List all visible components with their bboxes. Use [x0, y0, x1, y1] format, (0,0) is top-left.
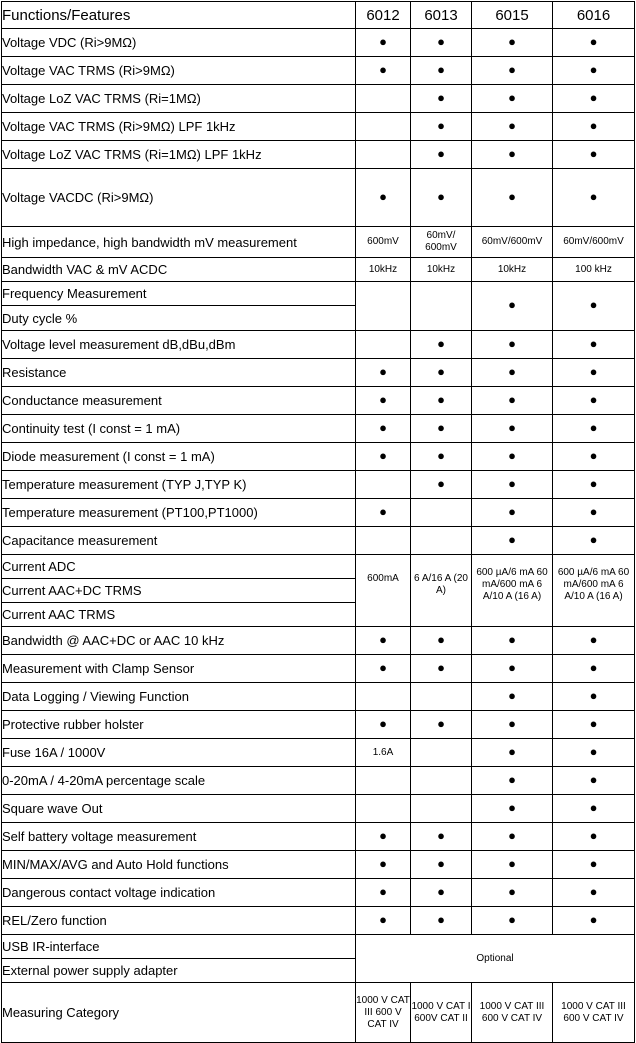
dot-icon: ●: [589, 188, 598, 204]
feature-label: Bandwidth @ AAC+DC or AAC 10 kHz: [2, 627, 356, 655]
value-6013: 60mV/ 600mV: [411, 227, 472, 258]
dot-icon: ●: [508, 419, 516, 435]
dot-icon: ●: [379, 883, 387, 899]
dot-icon: ●: [508, 631, 516, 647]
dot-icon: ●: [589, 33, 598, 49]
dot-icon: ●: [379, 503, 387, 519]
feature-label: Current AAC+DC TRMS: [2, 579, 356, 603]
table-row: [2, 282, 635, 306]
feature-label: Diode measurement (I const = 1 mA): [2, 443, 356, 471]
feature-label: REL/Zero function: [2, 907, 356, 935]
dot-icon: ●: [379, 715, 387, 731]
dot-icon: ●: [508, 531, 516, 547]
value-6016: 60mV/600mV: [553, 227, 635, 258]
dot-icon: ●: [508, 855, 516, 871]
table-row: [2, 711, 635, 739]
feature-label: Voltage VDC (Ri>9MΩ): [2, 29, 356, 57]
feature-label: Temperature measurement (PT100,PT1000): [2, 499, 356, 527]
dot-icon: ●: [379, 363, 387, 379]
dot-icon: ●: [508, 363, 516, 379]
optional-value: Optional: [356, 935, 635, 983]
dot-icon: ●: [379, 391, 387, 407]
dot-icon: ●: [379, 827, 387, 843]
feature-label: Duty cycle %: [2, 306, 356, 331]
header-6013: 6013: [411, 2, 472, 29]
dot-icon: ●: [508, 799, 516, 815]
feature-label: Dangerous contact voltage indication: [2, 879, 356, 907]
feature-label: High impedance, high bandwidth mV measurement: [2, 227, 356, 258]
dot-icon: ●: [508, 335, 516, 351]
table-row: [2, 415, 635, 443]
table-row: [2, 443, 635, 471]
table-row: [2, 331, 635, 359]
dot-icon: ●: [437, 391, 445, 407]
value-6012: 600mA: [356, 555, 411, 627]
dot-icon: ●: [508, 447, 516, 463]
dot-icon: ●: [379, 33, 387, 49]
value-6016: 100 kHz: [553, 258, 635, 282]
feature-label: Data Logging / Viewing Function: [2, 683, 356, 711]
feature-label: Protective rubber holster: [2, 711, 356, 739]
dot-icon: ●: [437, 33, 445, 49]
dot-icon: ●: [508, 687, 516, 703]
dot-icon: ●: [589, 799, 598, 815]
feature-label: Voltage VAC TRMS (Ri>9MΩ): [2, 57, 356, 85]
header-6016: 6016: [553, 2, 635, 29]
dot-icon: ●: [589, 911, 598, 927]
dot-icon: ●: [379, 911, 387, 927]
feature-label: Temperature measurement (TYP J,TYP K): [2, 471, 356, 499]
feature-label: Measuring Category: [2, 983, 356, 1043]
dot-icon: ●: [437, 89, 445, 105]
table-row: [2, 655, 635, 683]
dot-icon: ●: [508, 659, 516, 675]
table-row: [2, 57, 635, 85]
dot-icon: ●: [508, 188, 516, 204]
dot-icon: ●: [437, 335, 445, 351]
value-6015: 600 µA/6 mA 60 mA/600 mA 6 A/10 A (16 A): [472, 555, 553, 627]
value-6012: 1.6A: [356, 739, 411, 767]
feature-label: Frequency Measurement: [2, 282, 356, 306]
feature-label: Voltage VACDC (Ri>9MΩ): [2, 169, 356, 227]
header-6015: 6015: [472, 2, 553, 29]
dot-icon: ●: [508, 883, 516, 899]
dot-icon: ●: [379, 659, 387, 675]
dot-icon: ●: [589, 297, 598, 312]
table-row: [2, 359, 635, 387]
dot-icon: ●: [508, 297, 516, 312]
dot-icon: ●: [508, 61, 516, 77]
dot-icon: ●: [589, 631, 598, 647]
dot-icon: ●: [508, 117, 516, 133]
feature-label: Current AAC TRMS: [2, 603, 356, 627]
dot-icon: ●: [589, 743, 598, 759]
dot-icon: ●: [437, 855, 445, 871]
feature-label: Voltage level measurement dB,dBu,dBm: [2, 331, 356, 359]
dot-icon: ●: [589, 89, 598, 105]
dot-icon: ●: [589, 531, 598, 547]
dot-icon: ●: [508, 33, 516, 49]
feature-comparison-table: [1, 1, 635, 1043]
dot-icon: ●: [437, 363, 445, 379]
value-6012: 10kHz: [356, 258, 411, 282]
table-row: [2, 113, 635, 141]
table-row: [2, 683, 635, 711]
feature-label: Square wave Out: [2, 795, 356, 823]
dot-icon: ●: [437, 117, 445, 133]
dot-icon: ●: [589, 447, 598, 463]
feature-label: Bandwidth VAC & mV ACDC: [2, 258, 356, 282]
table-row: [2, 935, 635, 959]
dot-icon: ●: [379, 631, 387, 647]
value-6016: 600 µA/6 mA 60 mA/600 mA 6 A/10 A (16 A): [553, 555, 635, 627]
dot-icon: ●: [437, 883, 445, 899]
table-row: [2, 739, 635, 767]
dot-icon: ●: [437, 188, 445, 204]
table-row: [2, 169, 635, 227]
dot-icon: ●: [379, 855, 387, 871]
dot-icon: ●: [589, 503, 598, 519]
feature-label: Capacitance measurement: [2, 527, 356, 555]
dot-icon: ●: [589, 117, 598, 133]
feature-label: MIN/MAX/AVG and Auto Hold functions: [2, 851, 356, 879]
dot-icon: ●: [437, 911, 445, 927]
dot-icon: ●: [508, 771, 516, 787]
header-6012: 6012: [356, 2, 411, 29]
table-row: [2, 258, 635, 282]
dot-icon: ●: [589, 855, 598, 871]
table-row: [2, 879, 635, 907]
feature-label: Continuity test (I const = 1 mA): [2, 415, 356, 443]
dot-icon: ●: [437, 145, 445, 161]
feature-label: Fuse 16A / 1000V: [2, 739, 356, 767]
dot-icon: ●: [589, 475, 598, 491]
feature-label: Resistance: [2, 359, 356, 387]
table-row: [2, 983, 635, 1043]
table-row: [2, 627, 635, 655]
value-6016: 1000 V CAT III 600 V CAT IV: [553, 983, 635, 1043]
dot-icon: ●: [508, 911, 516, 927]
table-row: [2, 907, 635, 935]
dot-icon: ●: [437, 419, 445, 435]
dot-icon: ●: [508, 743, 516, 759]
feature-label: USB IR-interface: [2, 935, 356, 959]
dot-icon: ●: [437, 61, 445, 77]
feature-label: Voltage LoZ VAC TRMS (Ri=1MΩ): [2, 85, 356, 113]
dot-icon: ●: [589, 391, 598, 407]
table-row: [2, 29, 635, 57]
dot-icon: ●: [508, 827, 516, 843]
header-functions: Functions/Features: [2, 2, 356, 29]
dot-icon: ●: [437, 715, 445, 731]
header-row: [2, 2, 635, 29]
dot-icon: ●: [437, 447, 445, 463]
feature-label: Conductance measurement: [2, 387, 356, 415]
feature-label: Current ADC: [2, 555, 356, 579]
table-row: [2, 851, 635, 879]
dot-icon: ●: [589, 715, 598, 731]
feature-label: 0-20mA / 4-20mA percentage scale: [2, 767, 356, 795]
table-row: [2, 823, 635, 851]
dot-icon: ●: [589, 335, 598, 351]
table-row: [2, 85, 635, 113]
feature-label: Self battery voltage measurement: [2, 823, 356, 851]
dot-icon: ●: [589, 687, 598, 703]
value-6013: 6 A/16 A (20 A): [411, 555, 472, 627]
table-row: [2, 387, 635, 415]
table-row: [2, 527, 635, 555]
dot-icon: ●: [508, 475, 516, 491]
feature-label: External power supply adapter: [2, 959, 356, 983]
dot-icon: ●: [437, 475, 445, 491]
feature-label: Voltage VAC TRMS (Ri>9MΩ) LPF 1kHz: [2, 113, 356, 141]
table-row: [2, 471, 635, 499]
table-row: [2, 555, 635, 579]
dot-icon: ●: [589, 363, 598, 379]
dot-icon: ●: [589, 61, 598, 77]
value-6012: 600mV: [356, 227, 411, 258]
dot-icon: ●: [437, 631, 445, 647]
dot-icon: ●: [508, 715, 516, 731]
value-6015: 1000 V CAT III 600 V CAT IV: [472, 983, 553, 1043]
value-6015: 60mV/600mV: [472, 227, 553, 258]
table-row: [2, 227, 635, 258]
feature-label: Voltage LoZ VAC TRMS (Ri=1MΩ) LPF 1kHz: [2, 141, 356, 169]
dot-icon: ●: [508, 145, 516, 161]
dot-icon: ●: [589, 659, 598, 675]
dot-icon: ●: [589, 771, 598, 787]
dot-icon: ●: [589, 883, 598, 899]
value-6013: 1000 V CAT I 600V CAT II: [411, 983, 472, 1043]
value-6015: 10kHz: [472, 258, 553, 282]
dot-icon: ●: [589, 145, 598, 161]
dot-icon: ●: [508, 391, 516, 407]
table-row: [2, 767, 635, 795]
dot-icon: ●: [379, 447, 387, 463]
dot-icon: ●: [437, 827, 445, 843]
value-6012: 1000 V CAT III 600 V CAT IV: [356, 983, 411, 1043]
value-6013: 10kHz: [411, 258, 472, 282]
dot-icon: ●: [589, 419, 598, 435]
table-row: [2, 141, 635, 169]
feature-label: Measurement with Clamp Sensor: [2, 655, 356, 683]
table-row: [2, 499, 635, 527]
dot-icon: ●: [508, 89, 516, 105]
dot-icon: ●: [379, 419, 387, 435]
dot-icon: ●: [589, 827, 598, 843]
dot-icon: ●: [379, 61, 387, 77]
dot-icon: ●: [437, 659, 445, 675]
dot-icon: ●: [379, 188, 387, 204]
table-row: [2, 795, 635, 823]
dot-icon: ●: [508, 503, 516, 519]
